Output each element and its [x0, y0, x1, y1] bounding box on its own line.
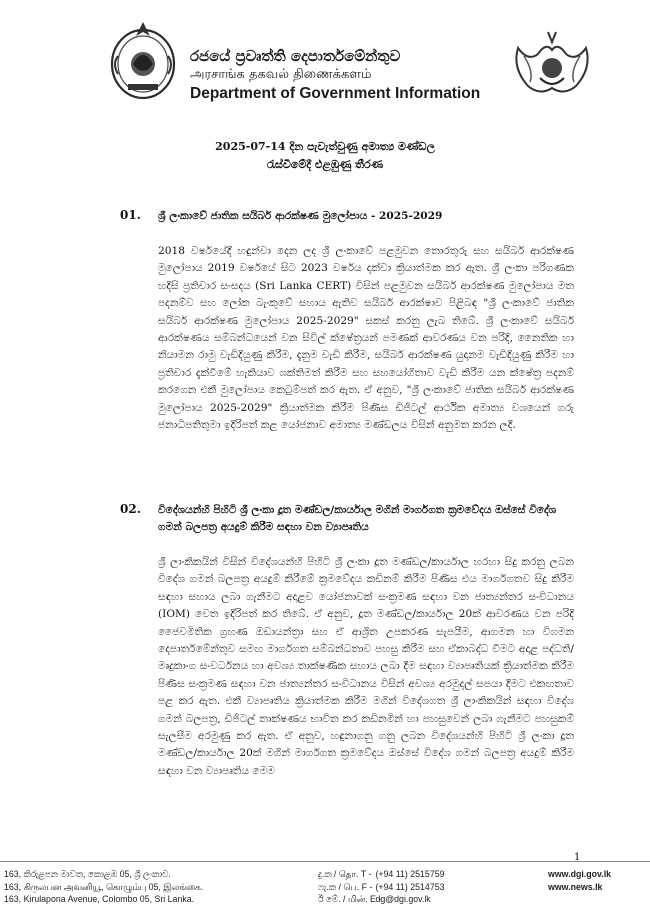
email-row: [318, 893, 445, 906]
organization-name-block: [190, 47, 480, 103]
section-body-text: 2018 වර්ෂයේදී හඳුන්වා දෙන ලද ශ්‍රී ලංකාවේ පළමුවන තොරතුරු සහ සයිබර් ආරක්ෂණ මුලෝපාය 2019 වර්ෂයේ සිට 2023 වර්ෂය දක්වා ක්‍රියාත්මක කර ඇත. ශ්‍රී ලංකා පරිගණක හදිසි ප්‍රතිචාර සංසදය (Sri Lanka CERT) විසින් පළමුවන සයිබර් ආරක්ෂණ මුලෝපාය මත පදනම්ව සහ ලෝක බැංකුවේ සහාය ඇතිව සයිබර් ආරක්ෂාව පිළිබඳ "ශ්‍රී ලංකාවේ ජාතික සයිබර් ආරක්ෂණ මුලෝපාය 2025-2029" සකස් කරනු ලැබ තිබේ. ශ්‍රී ලංකාවේ සයිබර් ආරක්ෂණය සම්බන්ධයෙන් වන සිවිල් ක්ෂේත්‍රයන් පමණක් ආවරණය වන පරිදි, නෛතික හා නියාමන රාමු වැඩිදියුණු කිරීම, දැනුම වැඩි කිරීම, සයිබර් ආරක්ෂණ යුදානම වැඩිදියුණු කිරීම හා ප්‍රතිචාර දැක්වීමේ හැකියාව ශක්තිමත් කිරීම සහ සහයෝගිතාව වැඩි කිරීම යන ක්ෂේත්‍ර පදනම් කරගෙන එකී මුලෝපාය කෙටුම්පත් කර ඇත. ඒ අනුව, "ශ්‍රී ලංකාවේ ජාතික සයිබර් ආරක්ෂණ මුලෝපාය 2025-2029" ක්‍රියාත්මක කිරීම පිණිස ඩිජිටල් ආර්ථික අමාත්‍ය වශයෙන් ගරු ජනාධිපතිතුමා ඉදිරිපත් කළ යෝජනාව අමාත්‍ය මණ්ඩලය විසින් අනුමත කරන ලදී.: [158, 245, 574, 432]
footer-contacts: [318, 868, 445, 906]
section-title: විදේශයන්හි පිහිටි ශ්‍රී ලංකා දූත මණ්ඩල/කාර්යාල මගින් මාර්ගගත ක්‍රමවේදය ඔස්සේ විදේශ ගමන් බලපත්‍ර අයදුම් කිරීම සඳහා වන ව්‍යාපෘතිය: [158, 504, 557, 533]
phone-value: (+94 11) 2515759: [375, 869, 445, 879]
phone-row: [318, 868, 445, 881]
phone-label: දු.ක / தொ. T -: [318, 869, 372, 879]
page-number: 1: [574, 852, 581, 863]
title-line-2: රැස්වීමේදී එළඹුණු තීරණ: [266, 158, 384, 171]
footer-address: [4, 868, 203, 906]
title-line-1: 2025-07-14 දින පැවැත්වුණු අමාත්‍ය මණ්ඩල: [215, 140, 435, 153]
email-link[interactable]: dg@dgi.gov.lk: [375, 894, 431, 904]
section-number: 02.: [120, 502, 141, 516]
fax-label: ෆැ.ක / பெ. F -: [318, 881, 373, 892]
footer-websites: [548, 868, 611, 893]
fax-row: [318, 881, 445, 894]
address-tamil: 163, கிருலபன அவனியூ, கொழும்பு 05, இலங்கை.: [4, 881, 204, 892]
footer-divider: [0, 861, 650, 862]
address-sinhala: 163, කිරුළපන මාවත, කොළඹ 05, ශ්‍රී ලංකාව.: [4, 869, 171, 879]
email-label: ඊ මේ. / மின். E -: [318, 894, 382, 904]
fax-value: (+94 11) 2514753: [375, 881, 445, 892]
section-body-text: ශ්‍රී ලාංකිකයින් විසින් විදේශයන්හි පිහිටි ශ්‍රී ලංකා දූත මණ්ඩල/කාර්යාල හරහා සිදු කරනු ලබන විදේශ ගමන් බලපත්‍ර අයදුම් කිරීමේ ක්‍රමවේදය කඩිනම් කිරීම පිණිස එය මාර්ගගතව සිදු කිරීම සඳහා සහාය ලබා ගැනීමට අදාළව යෝජනාවක් සංක්‍රමණ සඳහා වන ජාත්‍යන්තර සංවිධානය (IOM) වෙත ඉදිරිපත් කර තිබේ. ඒ අනුව, දූත මණ්ඩල/කාර්යාල 20ක් ආවරණය වන පරිදි ජෛවමිතික ග්‍රහණ ඔඩායන්ත්‍රා සහ ඒ ආශ්‍රිත උපකරණ සැපයීම, ආගමන හා විගමන දෙපාර්තමේන්තුව සමඟ මාර්ගගත සම්බන්ධතාව පහසු කිරීම සහ ඒකාබද්ධ වීමට අදාළ පද්ධති/මෘදුකාංග සංවර්ධනය හා අවශ්‍ය තාක්ෂණික සහාය ලබා දීම සඳහා ව්‍යාපෘතියක් ක්‍රියාත්මක කිරීම පිණිස සංක්‍රමණ සඳහා වන ජාත්‍යන්තර සංවිධානය විසින් අවශ්‍ය අරමුදල් සපයා දීමට එකඟතාව පළ කර ඇත. එකී ව්‍යාපෘතිය ක්‍රියාත්මක කිරීම මගින් විදේශගත ශ්‍රී ලාංකිකයින් සඳහා විදේශ ගමන් බලපත්‍ර, ඩිජිටල් තාක්ෂණය භාවිත කර කඩිනමින් හා පහසුවෙන් ලබා ගැනීමට පහසුකම් සැලසීම අරමුණු කර ඇත. ඒ අනුව, හඳුනාගනු ගනු ලබන විදේශයන්හි පිහිටි ශ්‍රී ලංකා දූත මණ්ඩල/කාර්යාල 20ක් මගින් මාර්ගගත ක්‍රමවේදය ඔස්සේ විදේශ ගමන් බලපත්‍ර අයදුම් කිරීම සඳහා වන ව්‍යාපෘතිය මෙම: [158, 556, 574, 777]
section-body: [158, 243, 574, 434]
sri-lanka-emblem-icon: [108, 16, 178, 102]
address-english: 163, Kirulapona Avenue, Colombo 05, Sri Lanka.: [4, 894, 195, 904]
org-name-sinhala: රජයේ ප්‍රවෘත්ති දෙපාර්තමේන්තුව: [190, 47, 401, 65]
website-link-news[interactable]: www.news.lk: [548, 881, 603, 892]
website-link-dgi[interactable]: www.dgi.gov.lk: [548, 869, 612, 879]
department-crest-icon: [510, 28, 594, 102]
org-name-english: Department of Government Information: [190, 85, 481, 102]
org-name-tamil: அரசாங்க தகவல் திணைக்களம்: [190, 67, 372, 82]
section-number: 01.: [120, 208, 141, 222]
section-body: [158, 554, 574, 780]
section-title: ශ්‍රී ලංකාවේ ජාතික සයිබර් ආරක්ෂණ මුලෝපාය - 2025-2029: [158, 210, 443, 222]
